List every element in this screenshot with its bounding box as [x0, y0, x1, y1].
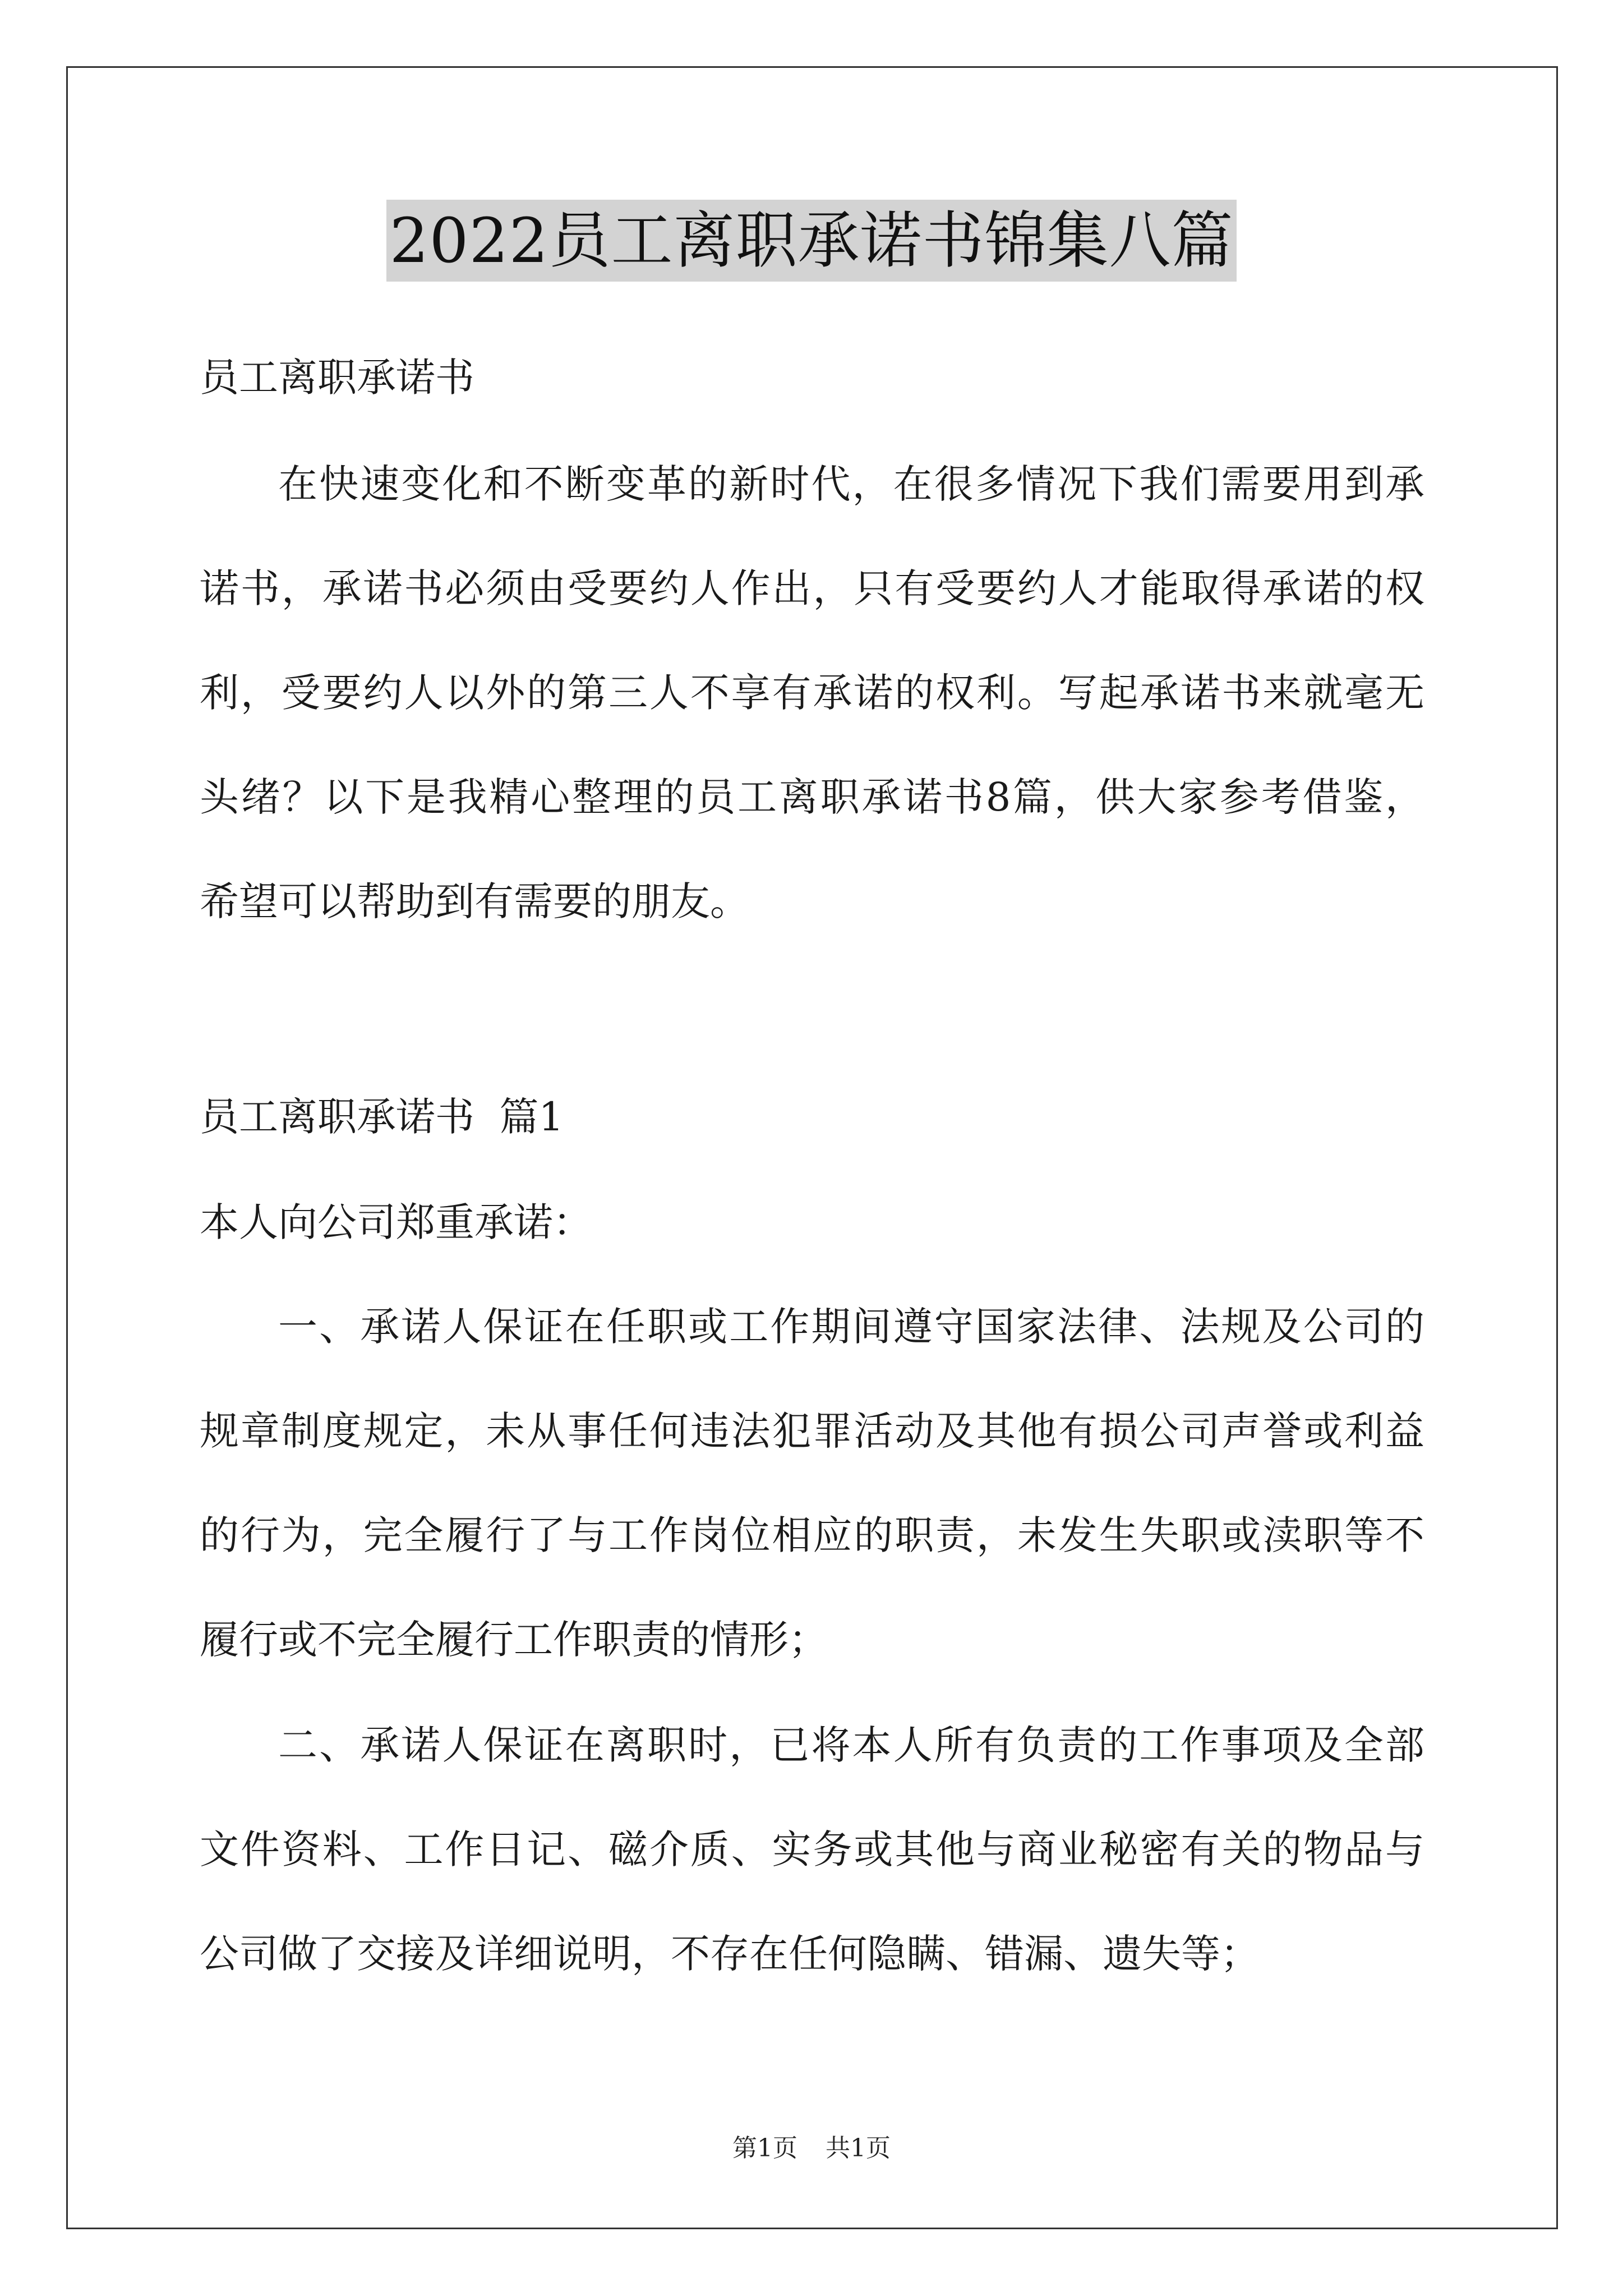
- intro-line-4: 头绪？以下是我精心整理的员工离职承诺书8篇，供大家参考借鉴，: [200, 774, 1424, 820]
- title-container: [0, 200, 1623, 282]
- page-total: 共1页: [826, 2134, 891, 2162]
- clause1-line-1: 一、承诺人保证在任职或工作期间遵守国家法律、法规及公司的: [278, 1304, 1424, 1350]
- intro-line-2: 诺书，承诺书必须由受要约人作出，只有受要约人才能取得承诺的权: [200, 565, 1424, 611]
- section-opening: 本人向公司郑重承诺：: [200, 1199, 592, 1245]
- clause2-line-3: 公司做了交接及详细说明，不存在任何隐瞒、错漏、遗失等；: [200, 1931, 1260, 1977]
- intro-heading: 员工离职承诺书: [200, 355, 474, 401]
- clause1-line-4: 履行或不完全履行工作职责的情形；: [200, 1617, 828, 1663]
- page-footer: [0, 2132, 1623, 2165]
- clause2-line-2: 文件资料、工作日记、磁介质、实务或其他与商业秘密有关的物品与: [200, 1826, 1424, 1872]
- page-number: 第1页: [732, 2134, 797, 2162]
- section-heading: 员工离职承诺书 篇1: [200, 1094, 564, 1140]
- intro-line-1: 在快速变化和不断变革的新时代，在很多情况下我们需要用到承: [278, 461, 1424, 507]
- clause2-line-1: 二、承诺人保证在离职时，已将本人所有负责的工作事项及全部: [278, 1722, 1424, 1768]
- document-title: 2022员工离职承诺书锦集八篇: [386, 200, 1237, 282]
- intro-line-3: 利，受要约人以外的第三人不享有承诺的权利。写起承诺书来就毫无: [200, 670, 1424, 716]
- clause1-line-3: 的行为，完全履行了与工作岗位相应的职责，未发生失职或渎职等不: [200, 1512, 1424, 1558]
- intro-line-5: 希望可以帮助到有需要的朋友。: [200, 878, 749, 924]
- clause1-line-2: 规章制度规定，未从事任何违法犯罪活动及其他有损公司声誉或利益: [200, 1408, 1424, 1454]
